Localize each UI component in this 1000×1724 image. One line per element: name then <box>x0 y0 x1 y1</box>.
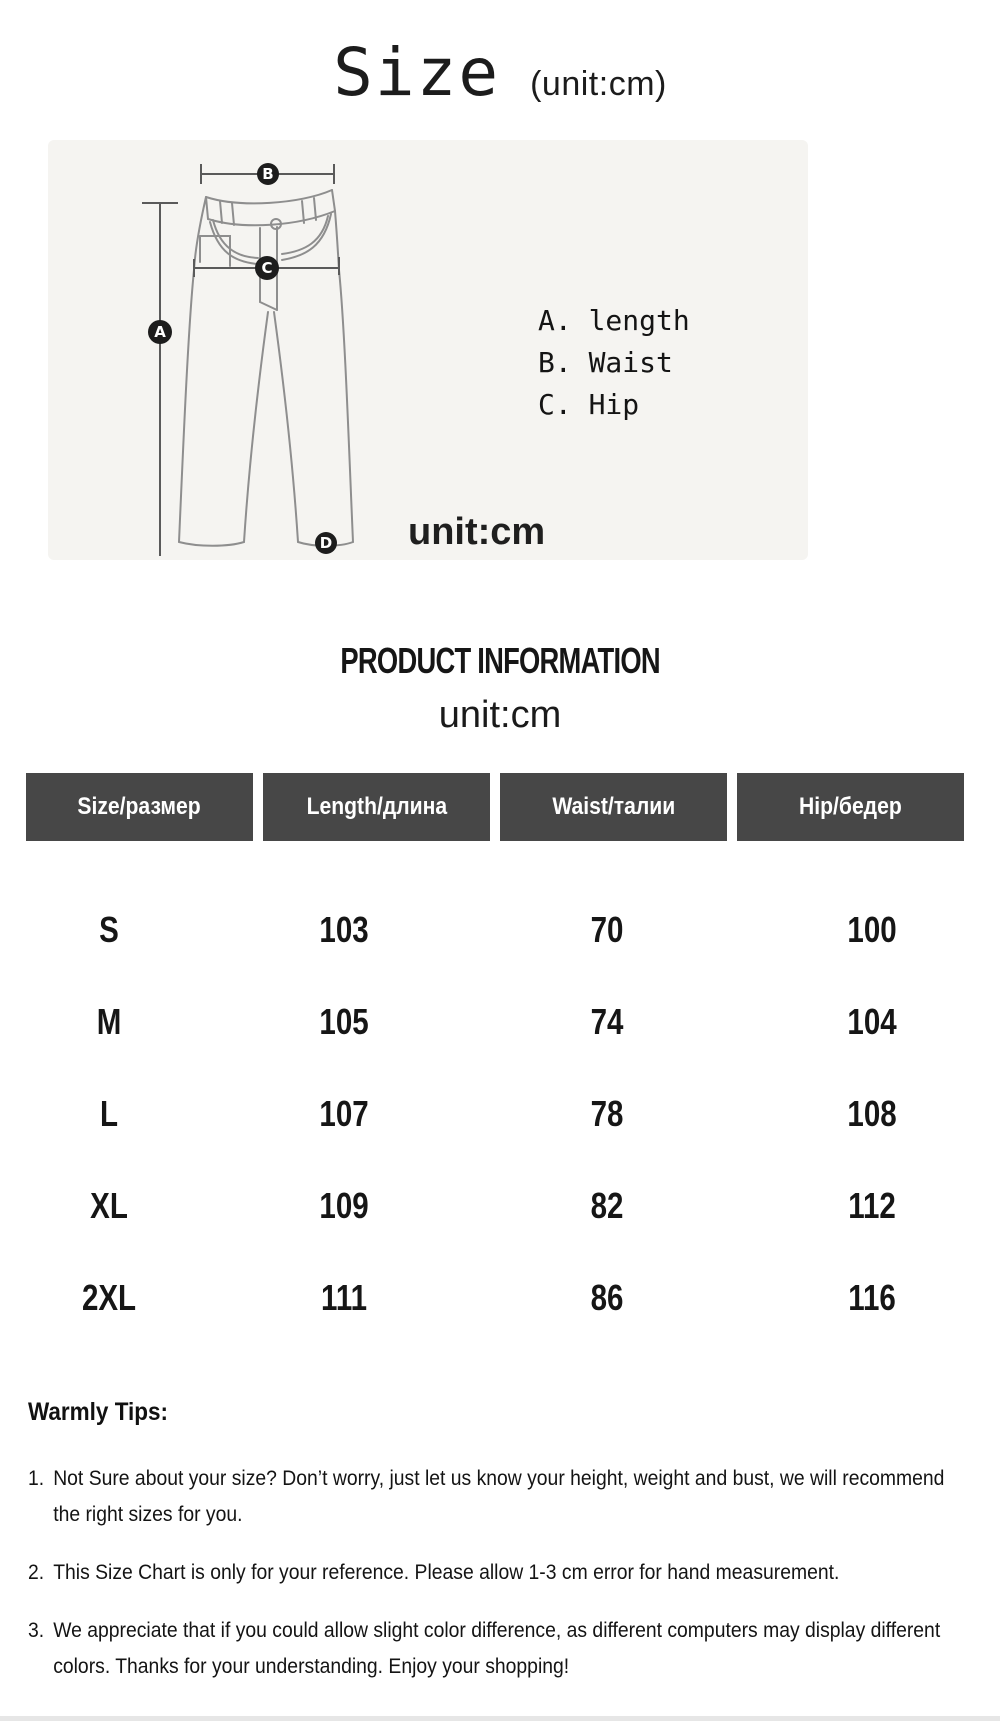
bottom-divider <box>0 1716 1000 1721</box>
header-cell-waist-label: Waist/талии <box>552 793 675 820</box>
tip-line: colors. Thanks for your understanding. Enjoy your shopping! <box>53 1654 570 1678</box>
header-cell-length-label: Length/длина <box>306 793 447 820</box>
tip-item-3 <box>28 1612 969 1684</box>
cell-size: M <box>96 1001 122 1042</box>
cell-hip: 104 <box>847 1001 897 1042</box>
product-info-heading <box>0 640 1000 682</box>
cell-size: L <box>99 1093 119 1134</box>
legend-waist: B. Waist <box>538 346 673 379</box>
legend-length: A. length <box>538 304 690 337</box>
cell-waist: 86 <box>591 1277 624 1318</box>
size-table-header <box>26 773 964 841</box>
cell-length: 111 <box>321 1277 368 1318</box>
size-table-body <box>0 884 1000 1344</box>
pants-outline <box>179 190 353 546</box>
tip-number: 1. <box>28 1466 45 1490</box>
table-row-xl <box>0 1160 1000 1252</box>
header-cell-size <box>26 773 253 841</box>
header-cell-hip-label: Hip/бедер <box>799 793 902 820</box>
tip-text <box>53 1554 968 1590</box>
measure-markers <box>148 163 337 554</box>
cell-size: S <box>99 909 119 950</box>
cell-length: 105 <box>319 1001 370 1042</box>
tip-text <box>53 1612 968 1684</box>
cell-hip: 108 <box>847 1093 897 1134</box>
diagram-unit-label: unit:cm <box>408 511 546 553</box>
marker-c-label: C <box>261 259 273 277</box>
cell-size: 2XL <box>81 1277 137 1318</box>
tip-text <box>53 1460 968 1532</box>
section-unit-label: unit:cm <box>438 694 562 736</box>
cell-hip: 100 <box>847 909 897 950</box>
cell-waist: 74 <box>591 1001 624 1042</box>
header-cell-length <box>263 773 490 841</box>
table-row-l <box>0 1068 1000 1160</box>
cell-waist: 82 <box>591 1185 624 1226</box>
cell-hip: 112 <box>848 1185 896 1226</box>
title-unit-text: (unit:cm) <box>530 65 667 103</box>
cell-waist: 78 <box>591 1093 624 1134</box>
tip-line: Not Sure about your size? Don’t worry, just let us know your height, weight and bust, we will recommend <box>53 1466 945 1490</box>
header-cell-size-label: Size/размер <box>77 793 202 820</box>
tip-line: the right sizes for you. <box>53 1502 243 1526</box>
tip-item-1 <box>28 1460 969 1532</box>
warmly-tips-title: Warmly Tips: <box>28 1398 169 1426</box>
legend-hip: C. Hip <box>538 388 640 421</box>
page-title <box>0 34 1000 111</box>
tip-line: This Size Chart is only for your reference. Please allow 1-3 cm error for hand measurement. <box>53 1560 840 1584</box>
cell-hip: 116 <box>848 1277 896 1318</box>
marker-a-label: A <box>154 323 166 341</box>
size-diagram-panel <box>48 140 808 560</box>
warmly-tips-list <box>28 1460 969 1706</box>
marker-d-label: D <box>319 534 333 552</box>
title-size-text: Size <box>333 34 501 111</box>
cell-length: 109 <box>319 1185 370 1226</box>
tip-number: 3. <box>28 1618 45 1642</box>
cell-size: XL <box>90 1185 128 1226</box>
tip-item-2 <box>28 1554 969 1590</box>
table-row-2xl <box>0 1252 1000 1344</box>
measure-lines <box>142 164 339 556</box>
table-row-s <box>0 884 1000 976</box>
header-cell-waist <box>500 773 727 841</box>
tip-line: We appreciate that if you could allow slight color difference, as different computers may display different <box>53 1618 941 1642</box>
measure-legend <box>538 304 690 421</box>
marker-b-label: B <box>262 165 274 183</box>
header-cell-hip <box>737 773 964 841</box>
product-info-heading-text: PRODUCT INFORMATION <box>340 640 660 681</box>
cell-length: 107 <box>319 1093 370 1134</box>
pants-diagram <box>48 140 808 560</box>
cell-waist: 70 <box>591 909 624 950</box>
table-row-m <box>0 976 1000 1068</box>
tip-number: 2. <box>28 1560 45 1584</box>
cell-length: 103 <box>319 909 370 950</box>
